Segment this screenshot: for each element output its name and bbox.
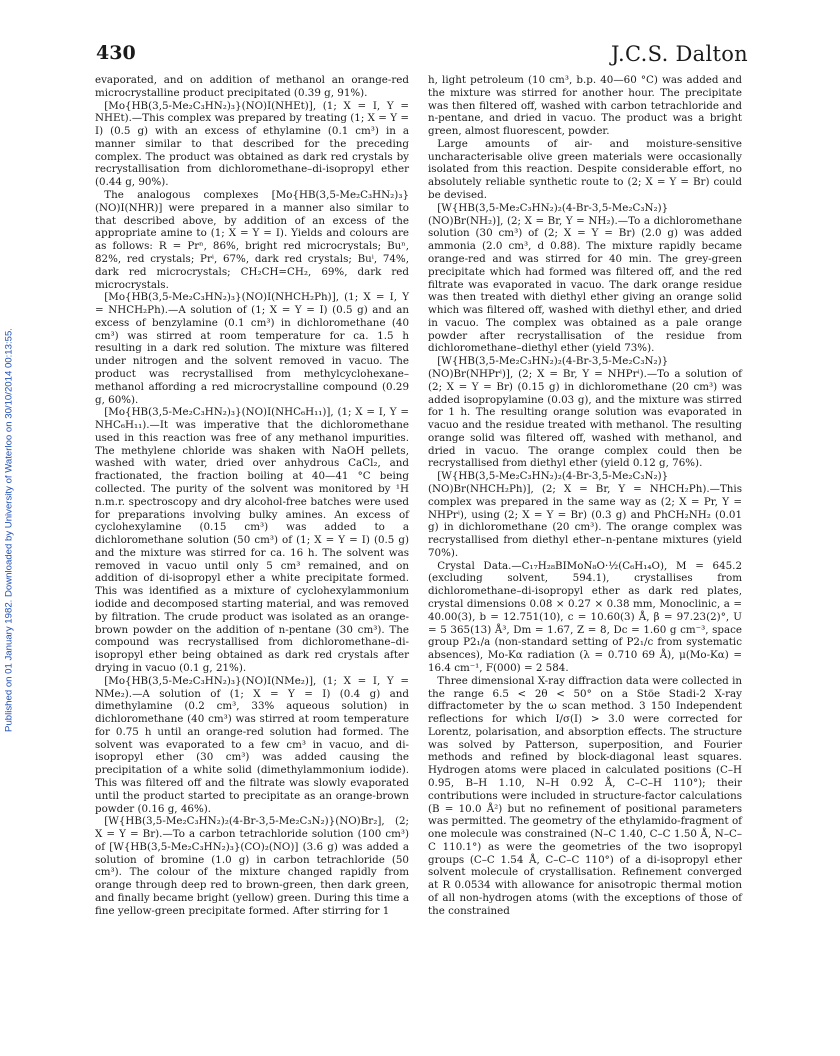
paragraph: Crystal Data.—C₁₇H₂₈BIMoN₈O·½(C₆H₁₄O), M = 645.2 (excluding solvent, 594.1), crystallises from dichloromethane–di-isopropyl ether as dark red plates, crystal dimensions 0.08 × 0.27 × 0.38 mm, Monoclinic, a = 40.00(3), b = 12.751(10), c = 10.60(3) Å, β = 97.23(2)°, U = 5 365(13) Å³, Dm = 1.67, Z = 8, Dc = 1.60 g cm⁻³, space group P2₁/a (non-standard setting of P2₁/c from systematic absences), Mo-Kα radiation (λ = 0.710 69 Å), μ(Mo-Kα) = 16.4 cm⁻¹, F(000) = 2 584.: [428, 559, 742, 674]
paragraph: [Mo{HB(3,5-Me₂C₃HN₂)₃}(NO)I(NHEt)], (1; X = I, Y = NHEt).—This complex was prepared by treating (1; X = Y = I) (0.5 g) with an excess of ethylamine (0.1 cm³) in a manner similar to that described for the preceding complex. The product was obtained as dark red crystals by recrystallisation from dichloromethane–di-isopropyl ether (0.44 g, 90%).: [95, 99, 409, 189]
right-column: [428, 74, 742, 918]
download-notice-text: Published on 01 January 1982. Downloaded by University of Waterloo on 30/10/2014 00:13:55.: [3, 328, 15, 732]
left-column: [95, 74, 409, 918]
paragraph: [Mo{HB(3,5-Me₂C₃HN₂)₃}(NO)I(NMe₂)], (1; X = I, Y = NMe₂).—A solution of (1; X = Y = I) (0.4 g) and dimethylamine (0.2 cm³, 33% aqueous solution) in dichloromethane (40 cm³) was stirred at room temperature for 0.75 h until an orange-red solution had formed. The solvent was evaporated to a few cm³ in vacuo, and di-isopropyl ether (30 cm³) was added causing the precipitation of a white solid (dimethylammonium iodide). This was filtered off and the filtrate was slowly evaporated until the product started to precipitate as an orange-brown powder (0.16 g, 46%).: [95, 674, 409, 815]
paragraph: [Mo{HB(3,5-Me₂C₃HN₂)₃}(NO)I(NHCH₂Ph)], (1; X = I, Y = NHCH₂Ph).—A solution of (1; X = Y = I) (0.5 g) and an excess of benzylamine (0.1 cm³) in dichloromethane (40 cm³) was stirred at room temperature for ca. 1.5 h resulting in a dark red solution. The mixture was filtered under nitrogen and the solvent removed in vacuo. The product was recrystallised from methylcyclohexane–methanol affording a red microcrystalline compound (0.29 g, 60%).: [95, 291, 409, 406]
paragraph: [W{HB(3,5-Me₂C₃HN₂)₂(4-Br-3,5-Me₂C₃N₂)}(NO)Br(NHPrⁱ)], (2; X = Br, Y = NHPrⁱ).—To a solution of (2; X = Y = Br) (0.15 g) in dichloromethane (20 cm³) was added isopropylamine (0.03 g), and the mixture was stirred for 1 h. The resulting orange solution was evaporated in vacuo and the residue treated with methanol. The resulting orange solid was filtered off, washed with methanol, and dried in vacuo. The orange complex could then be recrystallised from diethyl ether (yield 0.12 g, 76%).: [428, 355, 742, 470]
page-number: 430: [96, 42, 136, 64]
paragraph: [W{HB(3,5-Me₂C₃HN₂)₂(4-Br-3,5-Me₂C₃N₂)}(NO)Br(NH₂)], (2; X = Br, Y = NH₂).—To a dichloromethane solution (30 cm³) of (2; X = Y = Br) (2.0 g) was added ammonia (2.0 cm³, d 0.88). The mixture rapidly became orange-red and was stirred for 40 min. The grey-green precipitate which had formed was filtered off, and the red filtrate was evaporated in vacuo. The dark orange residue was then treated with diethyl ether giving an orange solid which was filtered off, washed with diethyl ether, and dried in vacuo. The complex was obtained as a pale orange powder after recrystallisation of the residue from dichloromethane–diethyl ether (yield 73%).: [428, 201, 742, 355]
paragraph: Large amounts of air- and moisture-sensitive uncharacterisable olive green materials were occasionally isolated from this reaction. Despite considerable effort, no absolutely reliable synthetic route to (2; X = Y = Br) could be devised.: [428, 137, 742, 202]
paragraph: evaporated, and on addition of methanol an orange-red microcrystalline product precipitated (0.39 g, 91%).: [95, 74, 409, 99]
paragraph: Three dimensional X-ray diffraction data were collected in the range 6.5 < 2θ < 50° on a Stöe Stadi-2 X-ray diffractometer by the ω scan method. 3 150 Independent reflections for which I/σ(I) > 3.0 were corrected for Lorentz, polarisation, and absorption effects. The structure was solved by Patterson, superposition, and Fourier methods and refined by block-diagonal least squares. Hydrogen atoms were placed in calculated positions (C–H 0.95, B–H 1.10, N–H 0.92 Å, C–C–H 110°); their contributions were included in structure-factor calculations (B = 10.0 Å²) but no refinement of positional parameters was permitted. The geometry of the ethylamido-fragment of one molecule was constrained (N–C 1.40, C–C 1.50 Å, N–C–C 110.1°) as were the geometries of the two isopropyl groups (C–C 1.54 Å, C–C–C 110°) of a di-isopropyl ether solvent molecule of crystallisation. Refinement converged at R 0.0534 with allowance for anisotropic thermal motion of all non-hydrogen atoms (with the exceptions of those of the constrained: [428, 674, 742, 917]
journal-name: J.C.S. Dalton: [610, 42, 748, 66]
paragraph: [Mo{HB(3,5-Me₂C₃HN₂)₃}(NO)I(NHC₆H₁₁)], (1; X = I, Y = NHC₆H₁₁).—It was imperative that the dichloromethane used in this reaction was free of any methanol impurities. The methylene chloride was shaken with NaOH pellets, washed with water, dried over anhydrous CaCl₂, and fractionated, the fraction boiling at 40—41 °C being collected. The purity of the solvent was monitored by ¹H n.m.r. spectroscopy and dry alcohol-free batches were used for preparations involving bulky amines. An excess of cyclohexylamine (0.15 cm³) was added to a dichloromethane solution (50 cm³) of (1; X = Y = I) (0.5 g) and the mixture was stirred for ca. 16 h. The solvent was removed in vacuo until only 5 cm³ remained, and on addition of di-isopropyl ether a white precipitate formed. This was identified as a mixture of cyclohexylammonium iodide and decomposed starting material, and was removed by filtration. The crude product was isolated as an orange-brown powder on the addition of n-pentane (30 cm³). The compound was recrystallised from dichloromethane–di-isopropyl ether being obtained as dark red crystals after drying in vacuo (0.1 g, 21%).: [95, 406, 409, 674]
paragraph: h, light petroleum (10 cm³, b.p. 40—60 °C) was added and the mixture was stirred for another hour. The precipitate was then filtered off, washed with carbon tetrachloride and n-pentane, and dried in vacuo. The product was a bright green, almost fluorescent, powder.: [428, 74, 742, 138]
paragraph: The analogous complexes [Mo{HB(3,5-Me₂C₃HN₂)₃}(NO)I(NHR)] were prepared in a manner also similar to that described above, by addition of an excess of the appropriate amine to (1; X = Y = I). Yields and colours are as follows: R = Prⁿ, 86%, bright red microcrystals; Buⁿ, 82%, red crystals; Prⁱ, 67%, dark red crystals; Buⁱ, 74%, dark red microcrystals; CH₂CH=CH₂, 69%, dark red microcrystals.: [95, 189, 409, 291]
paragraph: [W{HB(3,5-Me₂C₃HN₂)₂(4-Br-3,5-Me₂C₃N₂)}(NO)Br₂], (2; X = Y = Br).—To a carbon tetrachloride solution (100 cm³) of [W{HB(3,5-Me₂C₃HN₂)₃}(CO)₂(NO)] (3.6 g) was added a solution of bromine (1.0 g) in carbon tetrachloride (50 cm³). The colour of the mixture changed rapidly from orange through deep red to brown-green, then dark green, and finally became bright (yellow) green. During this time a fine yellow-green precipitate formed. After stirring for 1: [95, 815, 409, 917]
download-notice: [0, 170, 18, 890]
paragraph: [W{HB(3,5-Me₂C₃HN₂)₂(4-Br-3,5-Me₂C₃N₂)}(NO)Br(NHCH₂Ph)], (2; X = Br, Y = NHCH₂Ph).—This complex was prepared in the same way as (2; X = Pr, Y = NHPrⁱ), using (2; X = Y = Br) (0.3 g) and PhCH₂NH₂ (0.01 g) in dichloromethane (20 cm³). The orange complex was recrystallised from diethyl ether–n-pentane mixtures (yield 70%).: [428, 470, 742, 559]
